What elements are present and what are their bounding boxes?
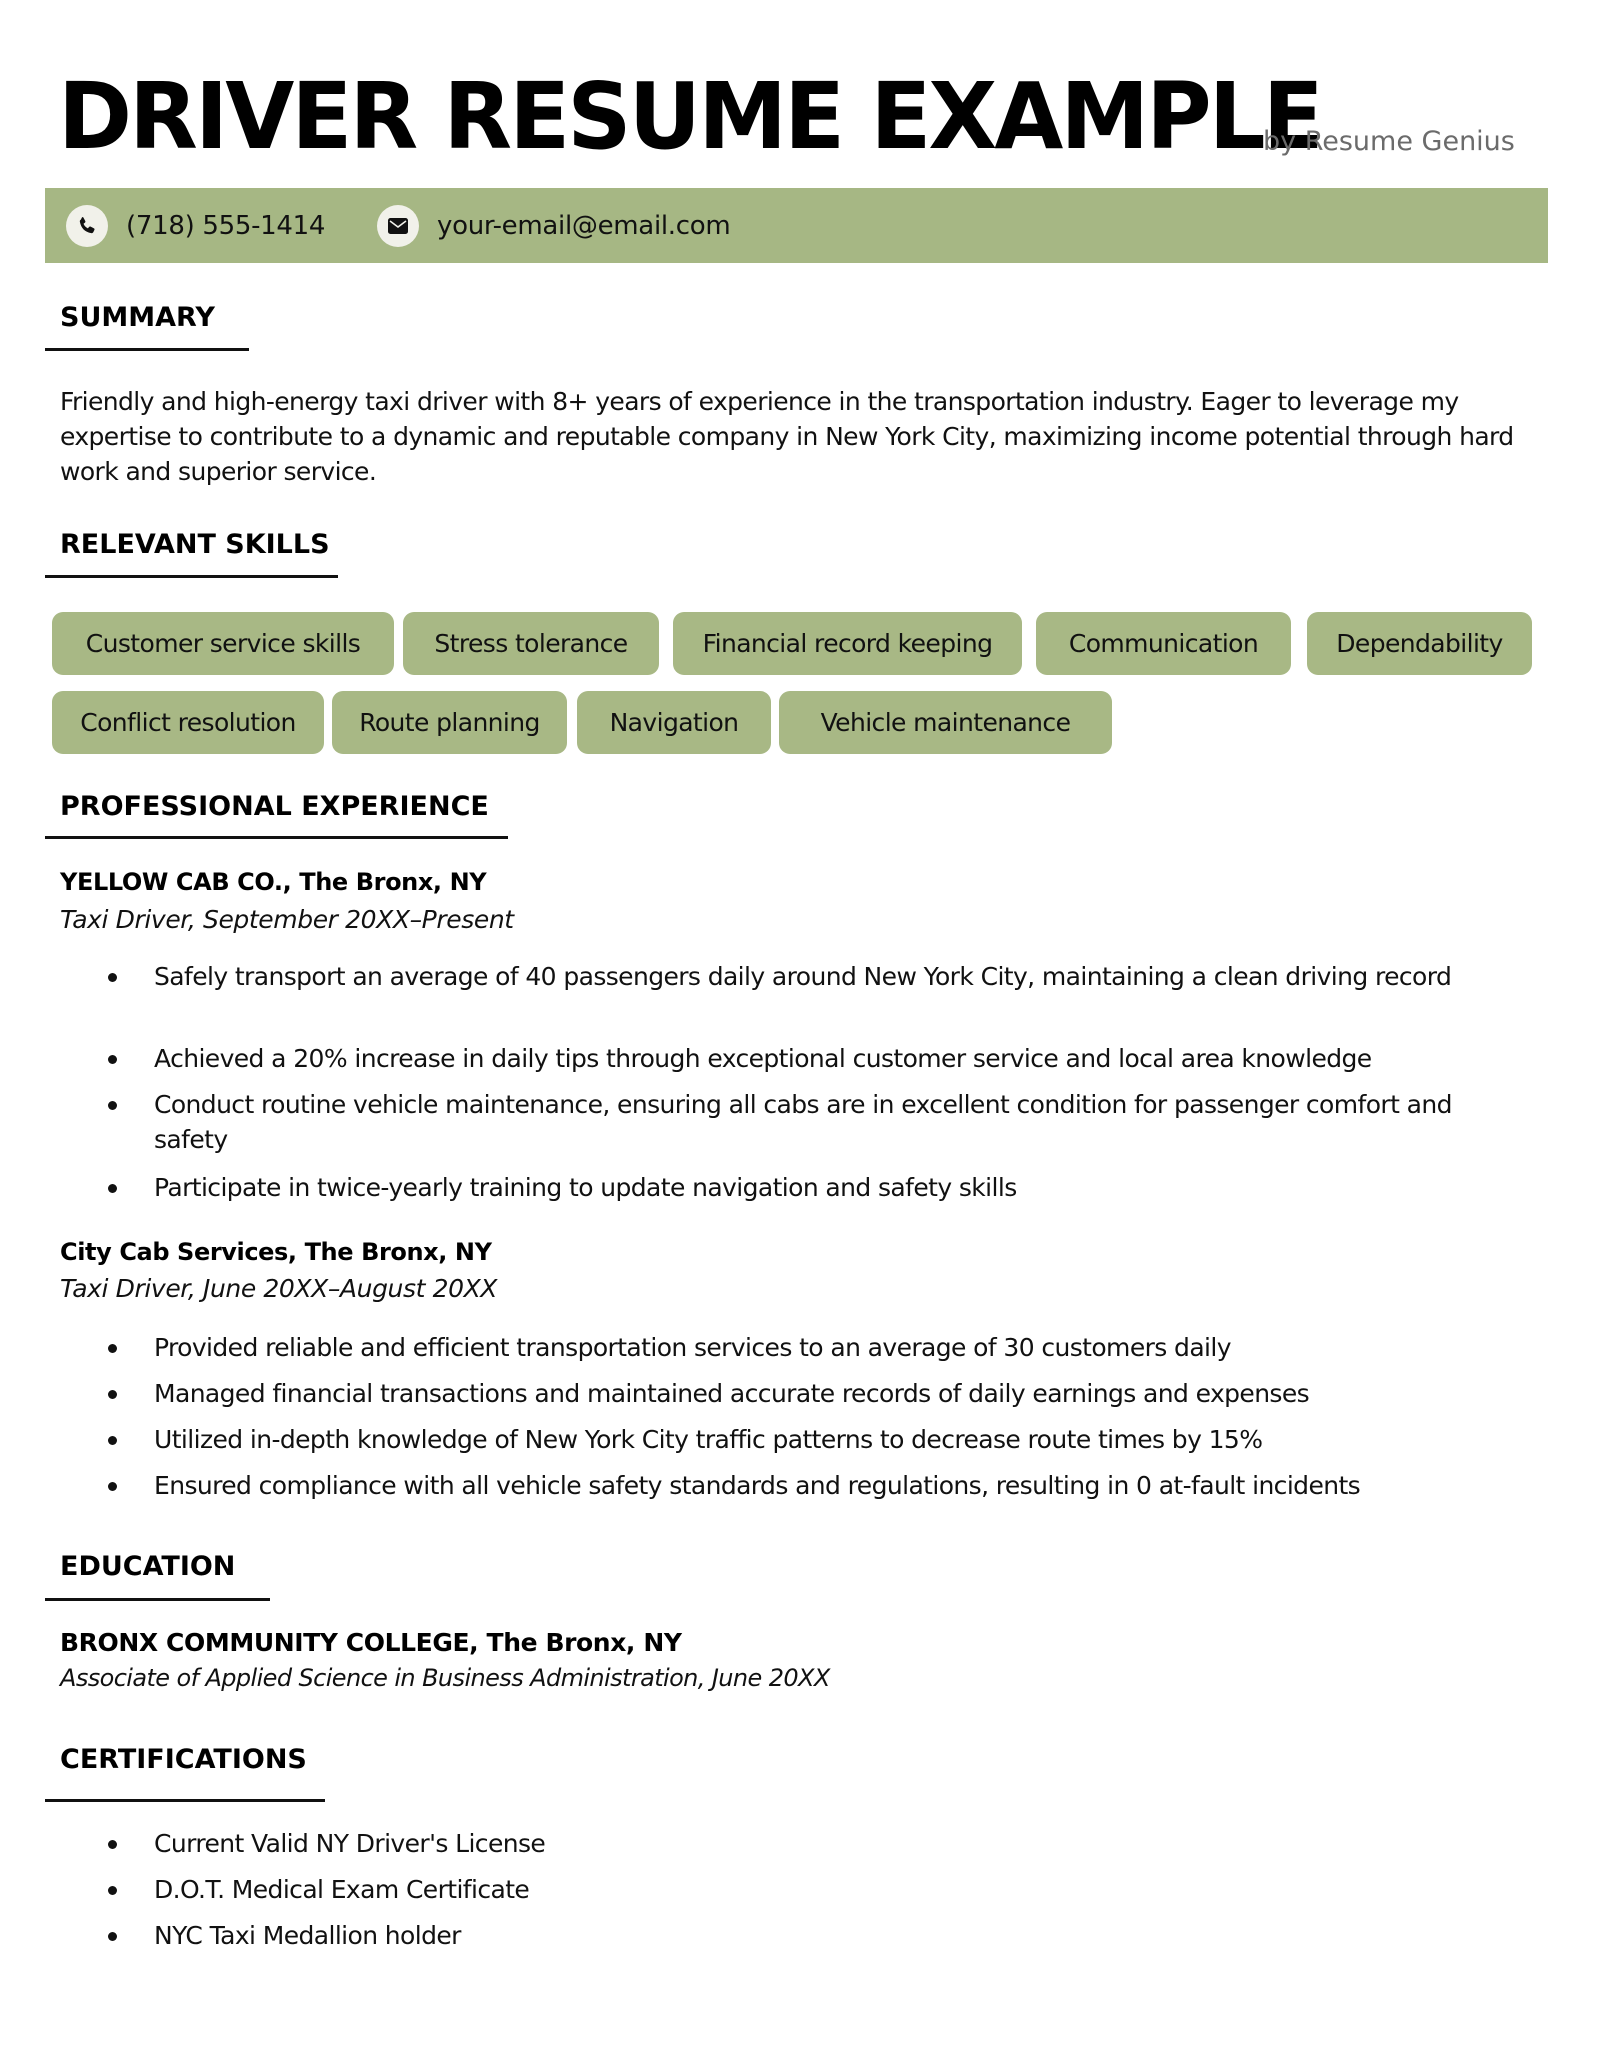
certification-text: D.O.T. Medical Exam Certificate	[154, 1875, 530, 1904]
contact-email[interactable]	[377, 188, 730, 263]
skill-pill: Customer service skills	[52, 612, 394, 675]
certification-text: Current Valid NY Driver's License	[154, 1829, 546, 1858]
job-role: Taxi Driver, September 20XX–Present	[60, 905, 514, 934]
certifications-heading: CERTIFICATIONS	[60, 1744, 307, 1775]
resume-title: DRIVER RESUME EXAMPLE	[58, 63, 1321, 170]
bullet-text: Utilized in-depth knowledge of New York City traffic patterns to decrease route times by 15%	[154, 1425, 1263, 1454]
skill-pill: Route planning	[332, 691, 567, 754]
bullet-icon	[108, 973, 117, 982]
skill-pill: Dependability	[1307, 612, 1532, 675]
bullet-text: Achieved a 20% increase in daily tips through exceptional customer service and local area knowledge	[154, 1044, 1372, 1073]
skill-pill: Communication	[1036, 612, 1291, 675]
bullet-icon	[108, 1390, 117, 1399]
contact-bar	[45, 188, 1548, 263]
bullet-text: Ensured compliance with all vehicle safety standards and regulations, resulting in 0 at-fault incidents	[154, 1471, 1361, 1500]
certifications-divider	[45, 1799, 325, 1802]
bullet-text: Managed financial transactions and maintained accurate records of daily earnings and expenses	[154, 1379, 1310, 1408]
summary-heading: SUMMARY	[60, 302, 215, 333]
skill-pill: Conflict resolution	[52, 691, 324, 754]
skill-pill: Stress tolerance	[403, 612, 659, 675]
education-school: BRONX COMMUNITY COLLEGE, The Bronx, NY	[60, 1628, 682, 1657]
job-company: YELLOW CAB CO., The Bronx, NY	[60, 868, 487, 896]
bullet-icon	[108, 1184, 117, 1193]
education-heading: EDUCATION	[60, 1551, 236, 1582]
skill-pill: Vehicle maintenance	[779, 691, 1112, 754]
job-company: City Cab Services, The Bronx, NY	[60, 1238, 492, 1266]
skill-pill: Navigation	[577, 691, 771, 754]
skills-divider	[45, 575, 338, 578]
summary-text: Friendly and high-energy taxi driver with 8+ years of experience in the transportation industry. Eager to leverage my expertise to contribute to a dynamic and reputable company in New York City, maximizing income potential through hard work and superior service.	[60, 387, 1514, 486]
email-address: your-email@email.com	[437, 210, 731, 241]
summary-divider	[45, 348, 249, 351]
bullet-icon	[108, 1101, 117, 1110]
envelope-icon	[377, 205, 419, 247]
phone-icon	[66, 205, 108, 247]
experience-heading: PROFESSIONAL EXPERIENCE	[60, 791, 489, 822]
bullet-text: Safely transport an average of 40 passengers daily around New York City, maintaining a clean driving record	[154, 962, 1452, 991]
education-divider	[45, 1598, 270, 1601]
contact-phone[interactable]	[66, 188, 325, 263]
bullet-icon	[108, 1436, 117, 1445]
bullet-icon	[108, 1055, 117, 1064]
job-role: Taxi Driver, June 20XX–August 20XX	[60, 1274, 498, 1303]
bullet-text: Provided reliable and efficient transportation services to an average of 30 customers daily	[154, 1333, 1231, 1362]
experience-divider	[45, 836, 508, 839]
bullet-icon	[108, 1932, 117, 1941]
bullet-icon	[108, 1482, 117, 1491]
bullet-icon	[108, 1886, 117, 1895]
byline: by Resume Genius	[1263, 126, 1515, 157]
bullet-text: Conduct routine vehicle maintenance, ensuring all cabs are in excellent condition for passenger comfort and safety	[154, 1090, 1452, 1154]
phone-number: (718) 555-1414	[126, 210, 326, 241]
skills-heading: RELEVANT SKILLS	[60, 529, 330, 560]
skill-pill: Financial record keeping	[673, 612, 1022, 675]
certification-text: NYC Taxi Medallion holder	[154, 1921, 461, 1950]
bullet-icon	[108, 1344, 117, 1353]
education-degree: Associate of Applied Science in Business Administration, June 20XX	[60, 1664, 830, 1692]
bullet-icon	[108, 1840, 117, 1849]
bullet-text: Participate in twice-yearly training to update navigation and safety skills	[154, 1173, 1017, 1202]
